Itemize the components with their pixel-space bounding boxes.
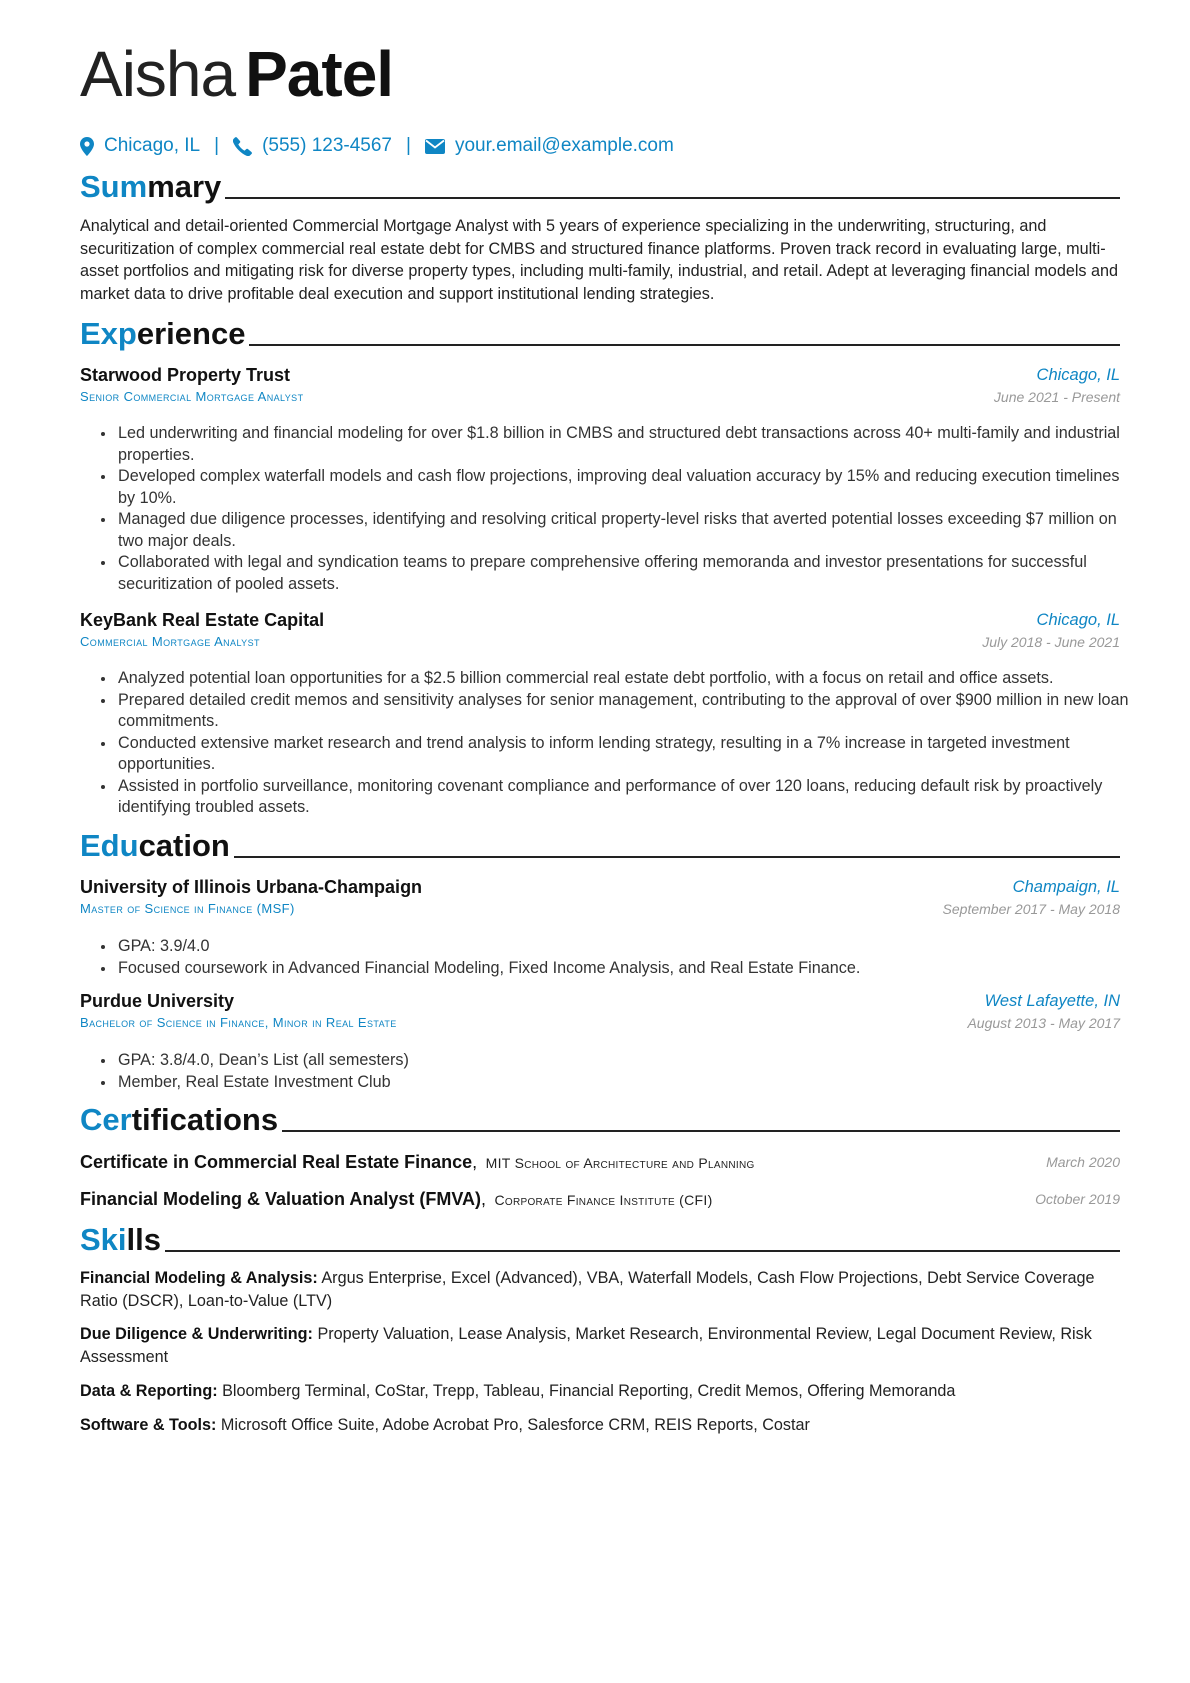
school-name: University of Illinois Urbana-Champaign [80,877,423,897]
section-divider [225,197,1120,199]
skill-list: Bloomberg Terminal, CoStar, Trepp, Tableau, Financial Reporting, Credit Memos, Offering Memoranda [222,1382,956,1400]
list-item: • Assisted in portfolio surveillance, monitoring covenant compliance and performance of over 120 loans, reducing default risk by proactively identifying troubled assets. [116,776,1134,819]
skill-group [80,1380,1120,1403]
skill-group [80,1323,1120,1368]
education-entry [80,876,1120,919]
list-item: • Prepared detailed credit memos and sensitivity analyses for senior management, contributing to the approval of over $900 million in new loan commitments. [116,690,1134,733]
list-item: • GPA: 3.9/4.0 [116,936,1134,958]
list-item: • Member, Real Estate Investment Club [116,1072,1134,1094]
skill-category: Due Diligence & Underwriting: [80,1325,313,1343]
certifications-heading [80,1104,1120,1135]
certification-item: Financial Modeling & Valuation Analyst (FMVA), Corporate Finance Institute (CFI) October 2019 [80,1189,1120,1209]
skill-list: Argus Enterprise, Excel (Advanced), VBA, Waterfall Models, Cash Flow Projections, Debt Service Coverage Ratio (DSCR), Loan-to-Value (LTV) [80,1269,1095,1310]
school-location: West Lafayette, IN [984,992,1120,1010]
last-name: Patel [245,38,394,110]
education-bullets [102,1050,1134,1093]
section-title: Skills [80,1222,161,1257]
degree-title: Master of Science in Finance (MSF) [80,901,295,916]
section-divider [165,1250,1120,1252]
list-item: • Analyzed potential loan opportunities for a $2.5 billion commercial real estate debt portfolio, with a focus on retail and office assets. [116,668,1134,690]
envelope-icon [425,139,445,154]
list-item: • GPA: 3.8/4.0, Dean’s List (all semesters) [116,1050,1134,1072]
skill-list: Microsoft Office Suite, Adobe Acrobat Pro, Salesforce CRM, REIS Reports, Costar [220,1416,810,1434]
contact-bar [80,135,674,157]
certification-date: March 2020 [1046,1154,1120,1170]
location-text: Chicago, IL [104,135,201,156]
experience-entry [80,364,1120,407]
section-title: Summary [80,169,222,204]
summary-heading [80,171,1120,202]
certification-item: Certificate in Commercial Real Estate Finance, MIT School of Architecture and Planning March 2020 [80,1152,1120,1172]
education-bullets [102,936,1134,979]
contact-location [80,135,200,157]
experience-bullets [102,668,1134,819]
skill-category: Software & Tools: [80,1416,217,1434]
section-title: Experience [80,316,246,351]
skills-heading [80,1224,1120,1255]
education-dates: August 2013 - May 2017 [967,1015,1120,1031]
job-dates: June 2021 - Present [993,389,1120,405]
first-name: Aisha [80,38,236,110]
list-item: • Collaborated with legal and syndication teams to prepare comprehensive offering memoranda and investor presentations for successful securitization of pooled assets. [116,552,1134,595]
section-title: Education [80,828,230,863]
education-dates: September 2017 - May 2018 [942,901,1120,917]
certification-name: Certificate in Commercial Real Estate Finance [80,1152,473,1172]
contact-separator: | [406,135,411,156]
job-title: Commercial Mortgage Analyst [80,634,260,649]
degree-title: Bachelor of Science in Finance, Minor in Real Estate [80,1015,397,1030]
phone-text: (555) 123-4567 [262,135,392,156]
section-title: Certifications [80,1102,279,1137]
section-divider [249,344,1120,346]
list-item: • Led underwriting and financial modeling for over $1.8 billion in CMBS and structured debt transactions across 40+ multi-family and industrial properties. [116,423,1134,466]
skill-category: Data & Reporting: [80,1382,218,1400]
certification-date: October 2019 [1035,1191,1120,1207]
skill-list: Property Valuation, Lease Analysis, Market Research, Environmental Review, Legal Document Review, Risk Assessment [80,1325,1092,1366]
summary-text: Analytical and detail-oriented Commercial Mortgage Analyst with 5 years of experience specializing in the underwriting, structuring, and securitization of complex commercial real estate debt for CMBS and structured finance platforms. Proven track record in evaluating large, multi-asset portfolios and mitigating risk for diverse property types, including multi-family, industrial, and retail. Adept at leveraging financial models and market data to drive profitable deal execution and support institutional lending strategies. [80,217,1119,304]
skill-group [80,1414,1120,1437]
list-item: • Conducted extensive market research and trend analysis to inform lending strategy, resulting in a 7% increase in targeted investment opportunities. [116,733,1134,776]
section-divider [282,1130,1120,1132]
contact-phone[interactable] [233,135,392,157]
skill-group [80,1267,1120,1312]
job-location: Chicago, IL [1036,611,1120,629]
contact-email[interactable] [425,135,674,157]
list-item: • Focused coursework in Advanced Financial Modeling, Fixed Income Analysis, and Real Estate Finance. [116,958,1134,980]
education-entry [80,990,1120,1033]
contact-separator: | [214,135,220,156]
job-location: Chicago, IL [1036,366,1120,384]
experience-heading [80,318,1120,349]
school-name: Purdue University [80,991,235,1011]
experience-entry [80,609,1120,652]
candidate-name [80,38,394,110]
skill-category: Financial Modeling & Analysis: [80,1269,318,1287]
list-item: • Developed complex waterfall models and cash flow projections, improving deal valuation accuracy by 15% and reducing execution timelines by 10%. [116,466,1134,509]
company-name: Starwood Property Trust [80,365,291,385]
certification-name: Financial Modeling & Valuation Analyst (FMVA) [80,1189,482,1209]
list-item: • Managed due diligence processes, identifying and resolving critical property-level risks that averted potential losses exceeding $7 million on two major deals. [116,509,1134,552]
email-link: your.email@example.com [454,135,674,156]
phone-icon [233,137,252,156]
job-dates: July 2018 - June 2021 [982,634,1120,650]
job-title: Senior Commercial Mortgage Analyst [80,389,304,404]
certification-issuer: MIT School of Architecture and Planning [485,1155,755,1171]
experience-bullets [102,423,1134,595]
school-location: Champaign, IL [1012,878,1120,896]
section-divider [234,856,1120,858]
certification-issuer: Corporate Finance Institute (CFI) [494,1192,713,1208]
map-pin-icon [80,137,94,156]
education-heading [80,830,1120,861]
company-name: KeyBank Real Estate Capital [80,610,325,630]
